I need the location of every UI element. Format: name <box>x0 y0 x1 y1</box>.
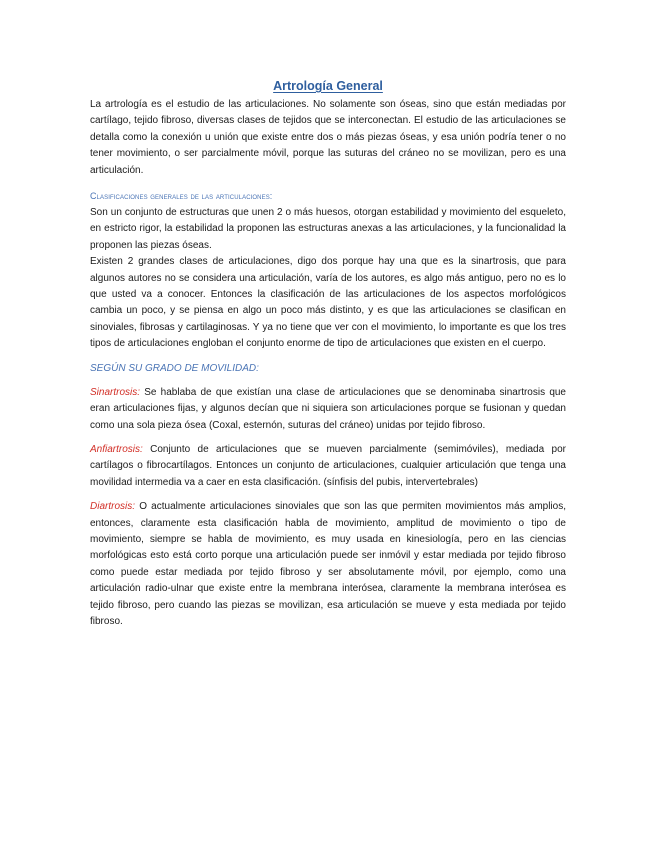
type-paragraph-diartrosis <box>90 499 566 630</box>
text-diartrosis: O actualmente articulaciones sinoviales que son las que permiten movimientos más amplios, entonces, claramente esta clasificación habla de movimiento, amplitud de movimiento o tipo de movimiento, siempre se habla de movimiento, es muy usada en kinesiología, pero en las ciencias morfológicas esto está corto porque una articulación puede ser inmóvil y estar mediada por tejido fibroso como puede estar mediada por tejido fibroso y ser absolutamente móvil, por ejemplo, como una articulación radio-ulnar que existe entre la membrana interósea, claramente la membrana interósea es tejido fibroso, pero cuando las piezas se movilizan, esa articulación se mueve y esta mediada por tejido fibroso. <box>90 501 566 627</box>
section-paragraph-1: Son un conjunto de estructuras que unen 2 o más huesos, otorgan estabilidad y movimiento del esqueleto, en estricto rigor, la estabilidad la proponen las estructuras anexas a las articulaciones, y la funcionalidad la proponen las piezas óseas. <box>90 207 566 251</box>
term-anfiartrosis: Anfiartrosis: <box>90 443 143 455</box>
type-paragraph-sinartrosis <box>90 385 566 434</box>
term-sinartrosis: Sinartrosis: <box>90 386 141 398</box>
type-paragraph-anfiartrosis <box>90 442 566 491</box>
text-sinartrosis: Se hablaba de que existían una clase de articulaciones que se denominaba sinartrosis que eran articulaciones fijas, y algunos decían que ni siquiera son articulaciones porque se fusionan y quedan como una sola pieza ósea (Coxal, esternón, suturas del cráneo) unidas por tejido fibroso. <box>90 386 566 431</box>
mobility-heading: SEGÚN SU GRADO DE MOVILIDAD: <box>90 362 259 374</box>
text-anfiartrosis: Conjunto de articulaciones que se mueven parcialmente (semimóviles), mediada por cartílagos o fibrocartílagos. Entonces un conjunto de articulaciones, cualquier articulación que tenga una movilidad intermedia va a caer en esta clasificación. (sínfisis del pubis, intervertebrales) <box>90 443 566 488</box>
intro-paragraph: La artrología es el estudio de las articulaciones. No solamente son óseas, sino que están mediadas por cartílago, tejido fibroso, diversas clases de tejidos que se interconectan. El estudio de las articulaciones se detalla como la conexión u unión que existe entre dos o más piezas óseas, y esa unión podría tener o no tener movimiento, o ser parcialmente móvil, porque las suturas del cráneo no se movilizan, pero es una articulación. <box>90 99 566 176</box>
term-diartrosis: Diartrosis: <box>90 501 136 513</box>
section-paragraph-2: Existen 2 grandes clases de articulaciones, digo dos porque hay una que es la sinartrosis, que para algunos autores no se considera una articulación, varía de los autores, es algo más antiguo, pero no es lo que usted va a conocer. Entonces la clasificación de las articulaciones de los aspectos morfológicos cambia un poco, y se piensa en algo un poco más distinto, y es que las articulaciones se clasifican en sinoviales, fibrosas y cartilaginosas. Y ya no tiene que ver con el movimiento, lo importante es que los tres tipos de articulaciones engloban el conjunto enorme de tipo de articulaciones que existen en el cuerpo. <box>90 256 566 350</box>
section-heading: Clasificaciones generales de las articulaciones: <box>90 191 273 202</box>
document-title: Artrología General <box>273 79 383 93</box>
